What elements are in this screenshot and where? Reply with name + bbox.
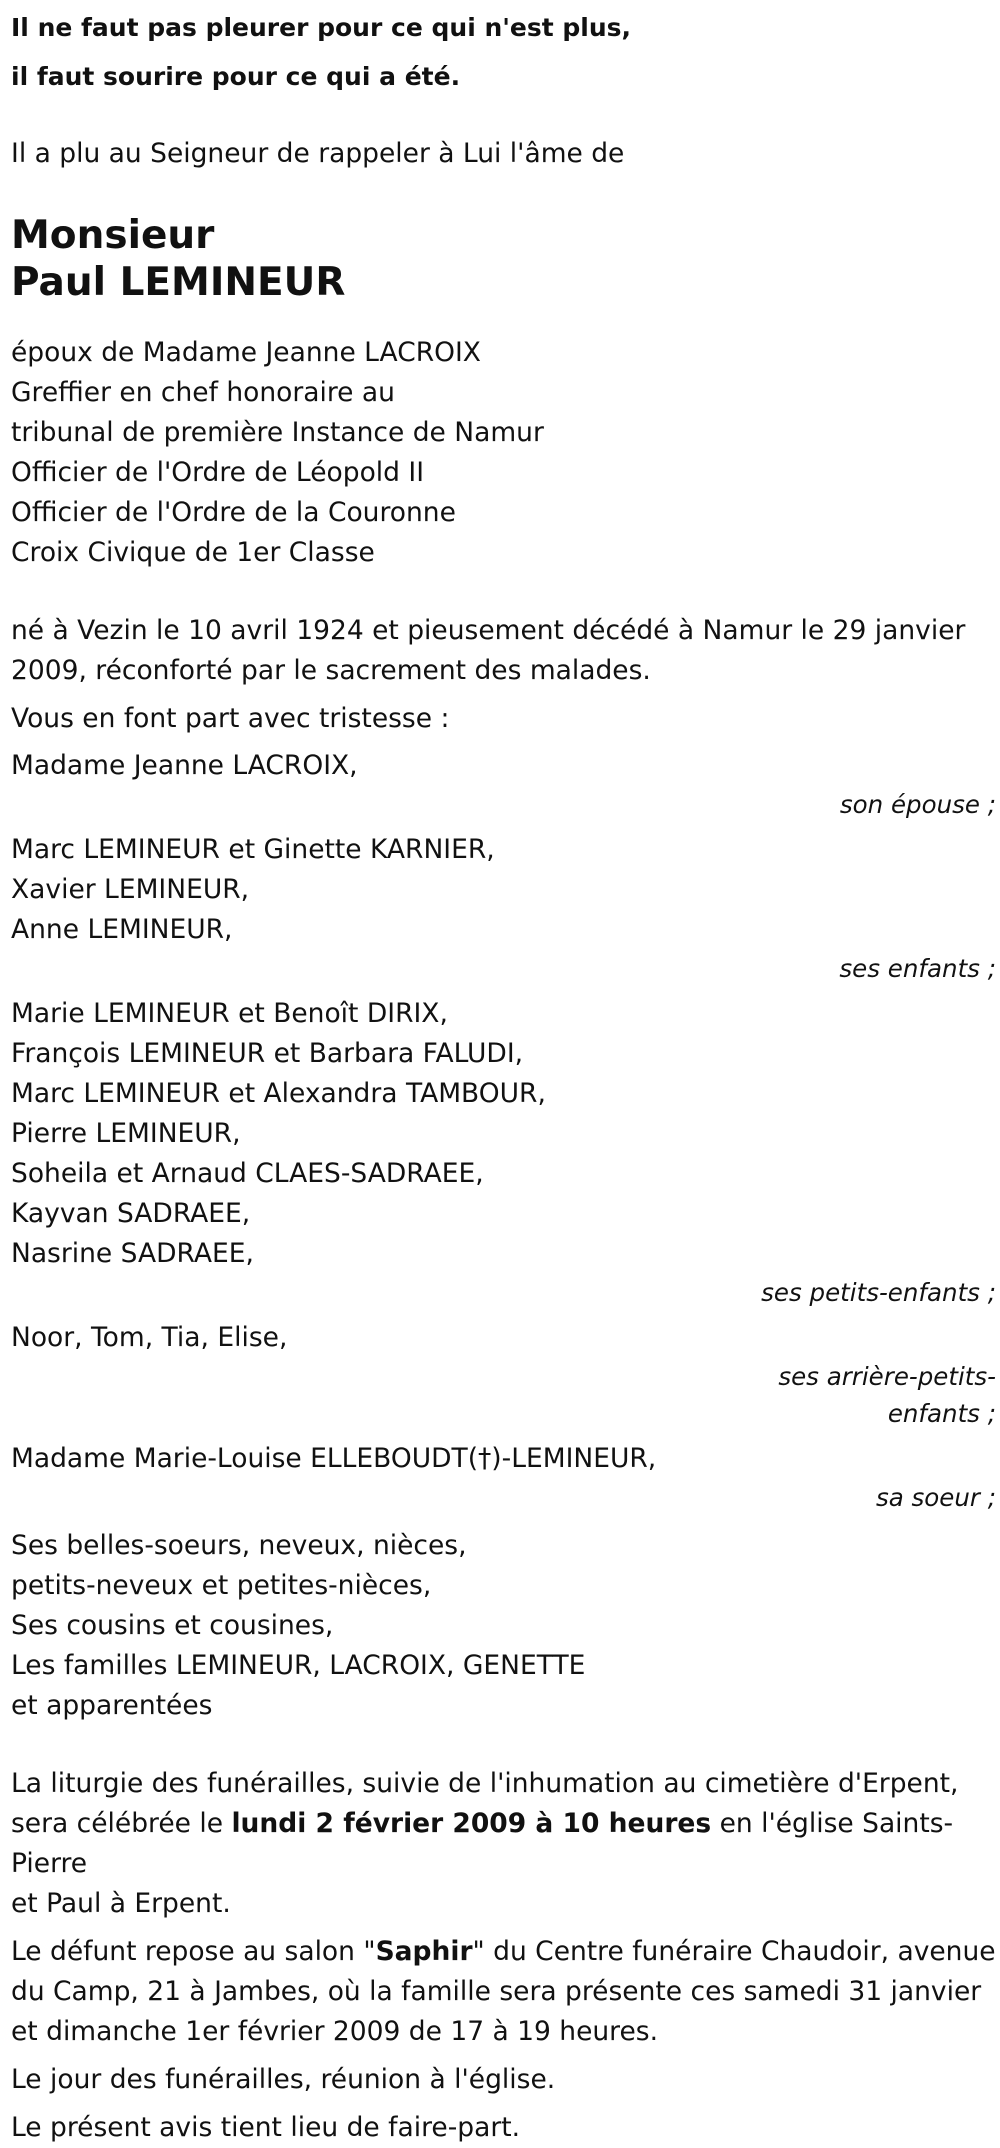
funeral-line-1: La liturgie des funérailles, suivie de l'inhumation au cimetière d'Erpent, [11,1768,959,1799]
family-member: Marc LEMINEUR et Ginette KARNIER, [11,834,495,865]
birth-death-info [11,611,996,691]
family-group-children [11,830,996,987]
funeral-line-2-start: sera célébrée le [11,1808,232,1839]
relatives-line: Ses belles-soeurs, neveux, nièces, [11,1530,467,1561]
family-member: Pierre LEMINEUR, [11,1118,241,1149]
closing-text: Le présent avis tient lieu de faire-part. [11,2112,521,2143]
family-group-great-grandchildren [11,1318,996,1432]
birth-death-line-2: 2009, réconforté par le sacrement des malades. [11,655,651,686]
deceased-title: Monsieur [11,213,215,258]
family-member: Kayvan SADRAEE, [11,1198,251,1229]
deceased-titles [11,333,996,573]
intro-text: Il a plu au Seigneur de rappeler à Lui l'âme de [11,138,625,169]
title-line: tribunal de première Instance de Namur [11,417,544,448]
family-member: Noor, Tom, Tia, Elise, [11,1322,288,1353]
deceased-name-block [11,212,996,306]
family-member: Madame Marie-Louise ELLEBOUDT(†)-LEMINEUR, [11,1443,657,1474]
title-line: Officier de l'Ordre de la Couronne [11,497,456,528]
family-role: ses petits-enfants ; [761,1278,996,1307]
family-member: François LEMINEUR et Barbara FALUDI, [11,1038,524,1069]
viewing-line-1 [11,1932,996,1972]
meeting-text: Le jour des funérailles, réunion à l'église. [11,2064,556,2095]
relatives-line: Les familles LEMINEUR, LACROIX, GENETTE [11,1650,586,1681]
obituary-page [0,4,1000,2143]
funeral-line-3: et Paul à Erpent. [11,1888,231,1919]
funeral-info [11,1764,996,1924]
salon-name: Saphir [375,1936,473,1967]
family-member: Soheila et Arnaud CLAES-SADRAEE, [11,1158,484,1189]
viewing-line-2: du Camp, 21 à Jambes, où la famille sera présente ces samedi 31 janvier [11,1976,982,2007]
other-relatives [11,1526,996,1726]
family-member: Anne LEMINEUR, [11,914,233,945]
relatives-line: petits-neveux et petites-nièces, [11,1570,432,1601]
relatives-line: Ses cousins et cousines, [11,1610,334,1641]
quote-line-1: Il ne faut pas pleurer pour ce qui n'est plus, [11,13,632,42]
funeral-line-2 [11,1804,996,1884]
deceased-name: Paul LEMINEUR [11,260,346,305]
family-group-spouse [11,746,996,823]
family-member: Madame Jeanne LACROIX, [11,750,358,781]
funeral-line-2-end: en l'église Saints-Pierre [11,1808,954,1879]
title-line: Greffier en chef honoraire au [11,377,395,408]
viewing-line-1-end: " du Centre funéraire Chaudoir, avenue [472,1936,996,1967]
birth-death-line-1: né à Vezin le 10 avril 1924 et pieusement décédé à Namur le 29 janvier [11,615,966,646]
title-line: Officier de l'Ordre de Léopold II [11,457,425,488]
obituary-content [11,4,996,2148]
family-role: ses arrière-petits-enfants ; [778,1362,996,1428]
announce-text: Vous en font part avec tristesse : [11,703,450,734]
viewing-line-3: et dimanche 1er février 2009 de 17 à 19 heures. [11,2016,659,2047]
family-group-sister [11,1439,996,1516]
family-role: sa soeur ; [875,1483,996,1512]
relatives-line: et apparentées [11,1690,213,1721]
viewing-info [11,1932,996,2052]
opening-quote [11,4,996,101]
family-role: son épouse ; [839,790,996,819]
family-group-grandchildren [11,994,996,1311]
funeral-date: lundi 2 février 2009 à 10 heures [231,1808,712,1839]
quote-line-2: il faut sourire pour ce qui a été. [11,61,461,91]
viewing-line-1-start: Le défunt repose au salon " [11,1936,376,1967]
family-member: Xavier LEMINEUR, [11,874,250,905]
family-member: Marie LEMINEUR et Benoît DIRIX, [11,998,448,1029]
family-role: ses enfants ; [839,954,996,983]
title-line: Croix Civique de 1er Classe [11,537,375,568]
family-member: Nasrine SADRAEE, [11,1238,254,1269]
family-member: Marc LEMINEUR et Alexandra TAMBOUR, [11,1078,546,1109]
title-line: époux de Madame Jeanne LACROIX [11,337,481,368]
